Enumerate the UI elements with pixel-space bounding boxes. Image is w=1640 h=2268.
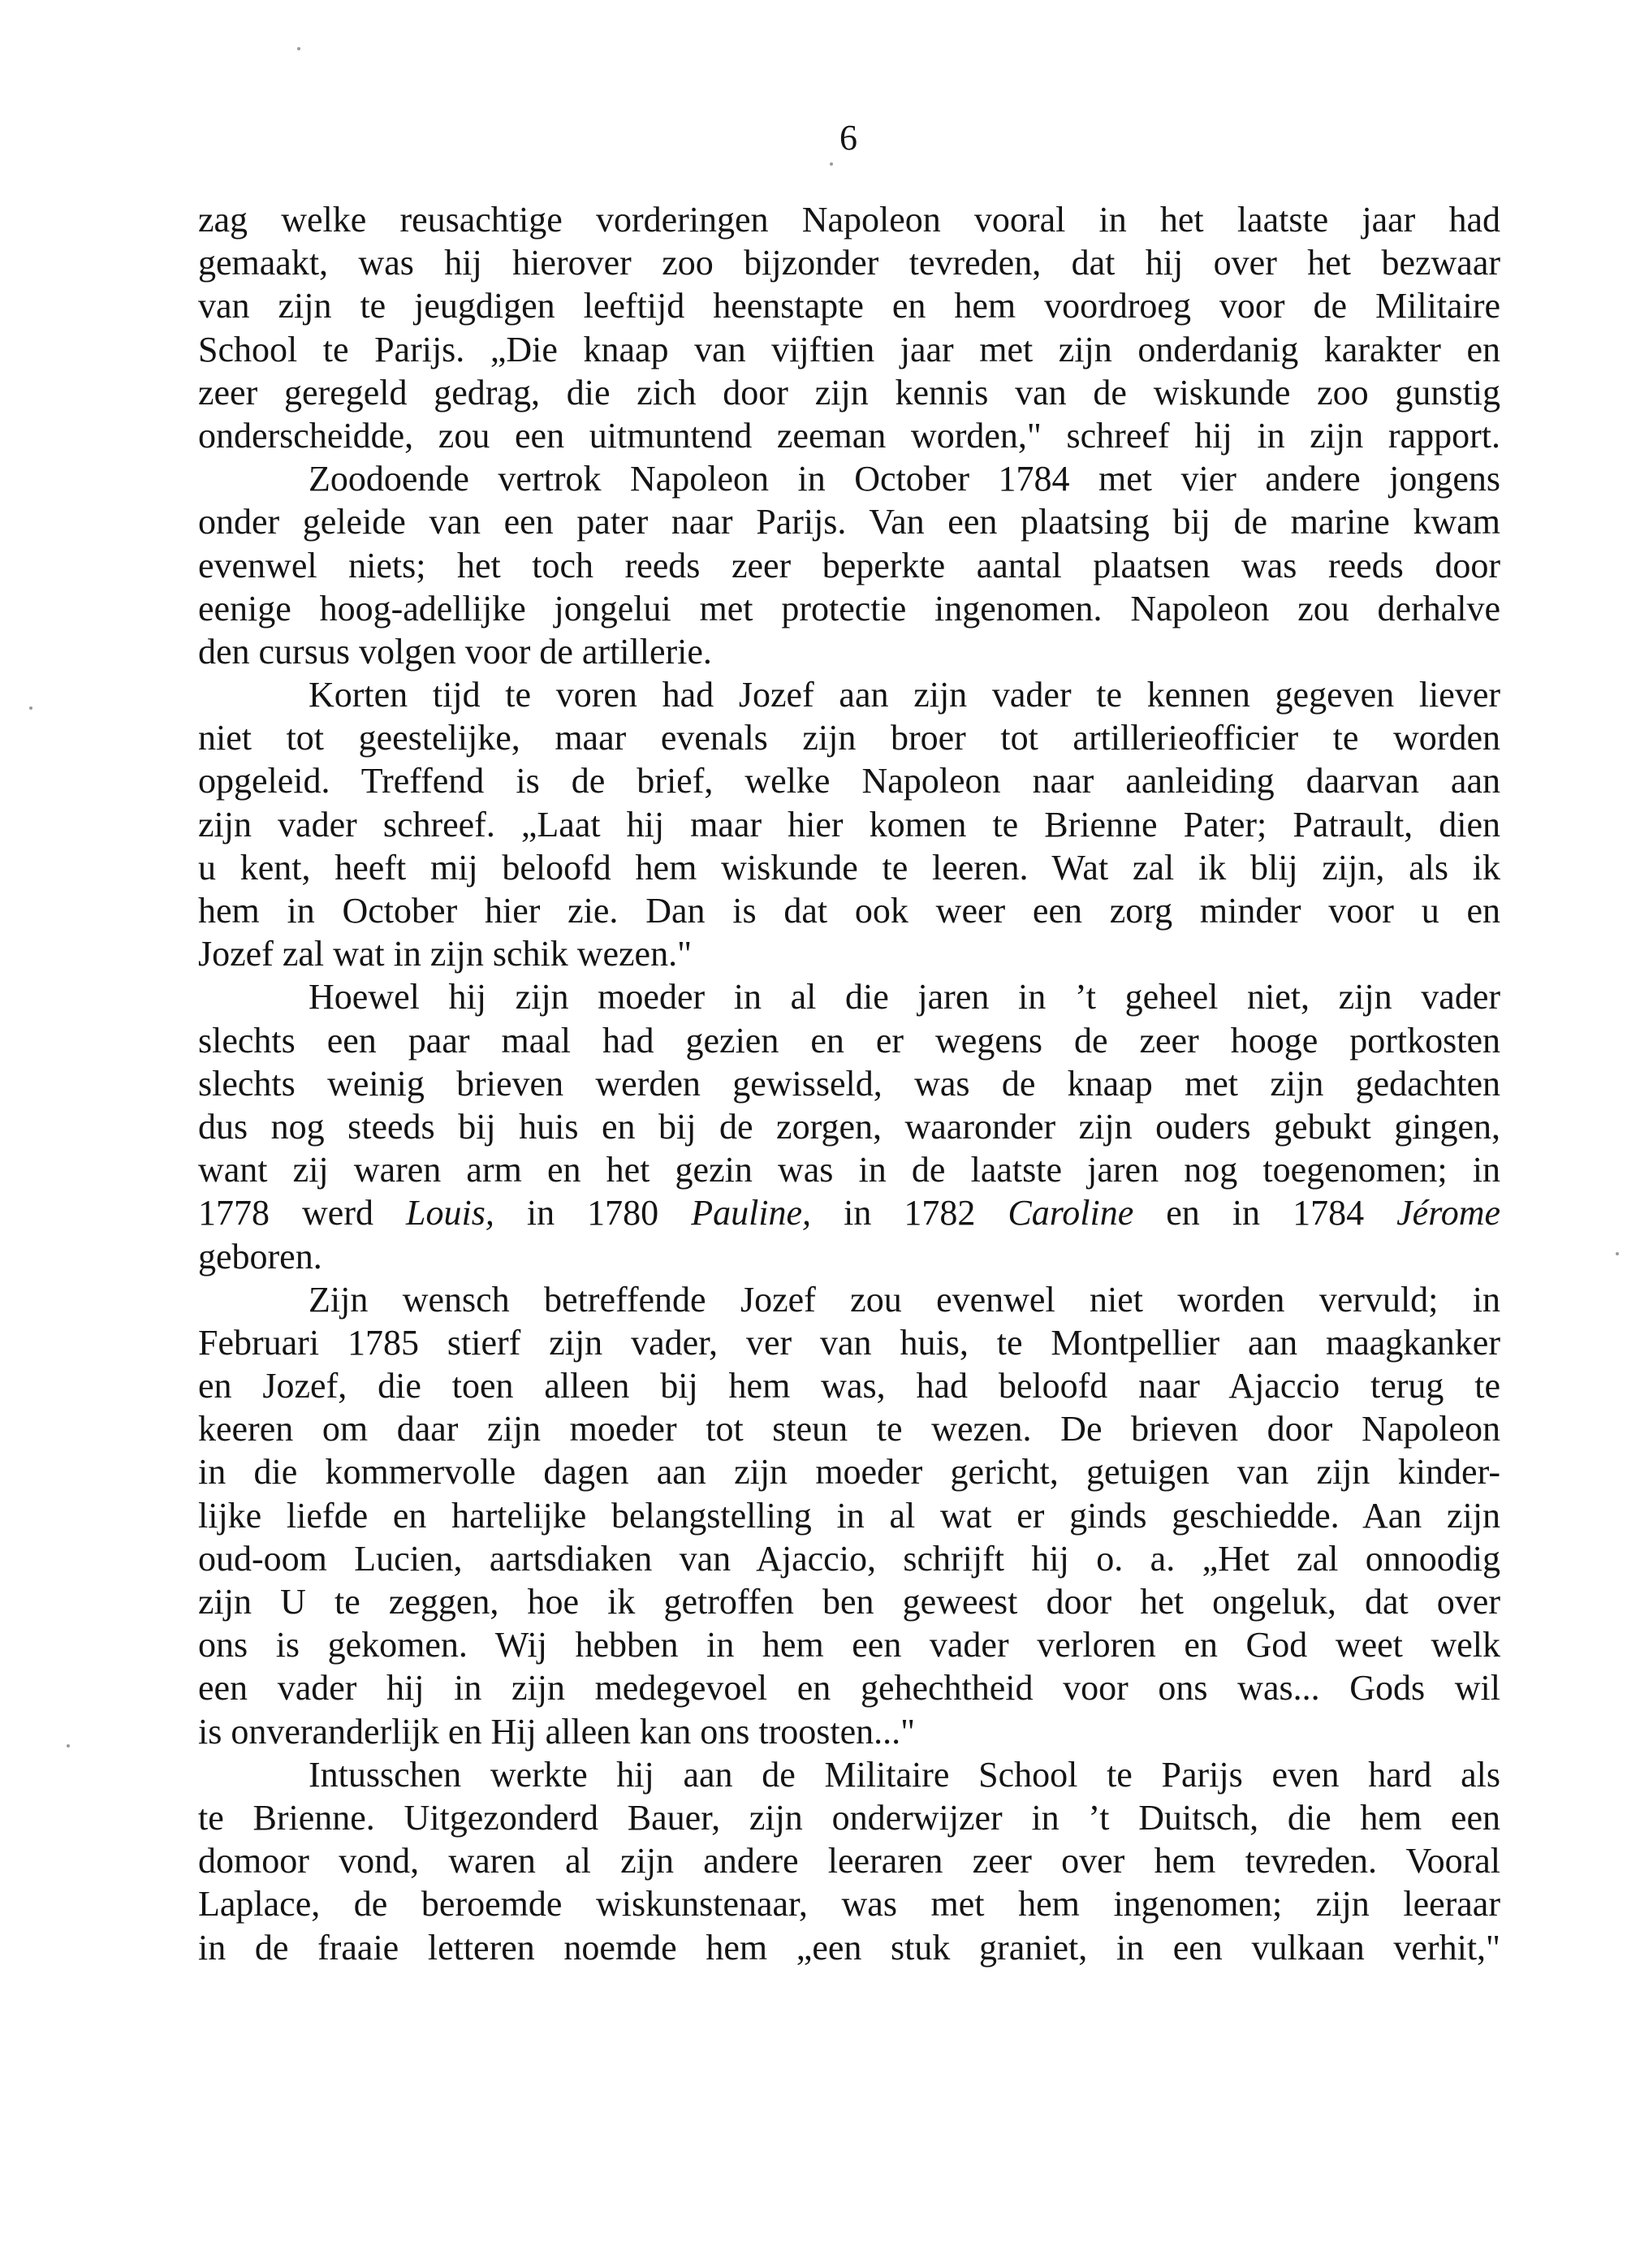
text-segment: gemaakt, was hij hierover zoo bijzonder tevreden, dat hij over het bezwaar: [198, 243, 1500, 283]
scan-speck: [830, 162, 833, 166]
text-line: [198, 932, 1500, 975]
text-segment: Hoewel hij zijn moeder in al die jaren in ’t geheel niet, zijn vader: [309, 977, 1500, 1017]
text-segment: zeer geregeld gedrag, die zich door zijn kennis van de wiskunde zoo gunstig: [198, 372, 1500, 413]
text-line: [198, 414, 1500, 457]
text-segment: eenige hoog-adellijke jongelui met protectie ingenomen. Napoleon zou derhalve: [198, 588, 1500, 629]
text-line: [198, 500, 1500, 543]
text-segment: onder geleide van een pater naar Parijs. Van een plaatsing bij de marine kwam: [198, 502, 1500, 542]
text-segment: Zoodoende vertrok Napoleon in October 1784 met vier andere jongens: [309, 459, 1500, 499]
text-line: [198, 1623, 1500, 1666]
text-line: [198, 975, 1500, 1018]
text-segment: oud-oom Lucien, aartsdiaken van Ajaccio, schrijft hij o. a. „Het zal onnoodig: [198, 1538, 1500, 1579]
text-segment: en in 1784: [1133, 1193, 1397, 1233]
text-segment: Zijn wensch betreffende Jozef zou evenwel niet worden vervuld; in: [309, 1279, 1500, 1320]
scan-speck: [297, 47, 300, 50]
text-segment: onderscheidde, zou een uitmuntend zeeman worden," schreef hij in zijn rapport.: [198, 415, 1500, 456]
scan-speck: [67, 1744, 70, 1747]
text-segment: School te Parijs. „Die knaap van vijftien jaar met zijn onderdanig karakter en: [198, 329, 1500, 369]
italic-name: Caroline: [1008, 1193, 1134, 1233]
text-line: [198, 328, 1500, 371]
text-line: [198, 1753, 1500, 1796]
page-number: 6: [839, 118, 857, 158]
body-text: [198, 198, 1500, 1969]
text-segment: u kent, heeft mij beloofd hem wiskunde te leeren. Wat zal ik blij zijn, als ik: [198, 847, 1500, 888]
text-line: [198, 457, 1500, 500]
text-segment: den cursus volgen voor de artillerie.: [198, 631, 712, 672]
text-line: [198, 1796, 1500, 1839]
text-segment: is onveranderlijk en Hij alleen kan ons troosten...": [198, 1711, 916, 1752]
italic-name: Pauline,: [691, 1193, 812, 1233]
text-segment: in 1780: [494, 1193, 692, 1233]
text-segment: in de fraaie letteren noemde hem „een stuk graniet, in een vulkaan verhit,": [198, 1927, 1500, 1968]
text-line: [198, 1666, 1500, 1709]
text-line: [198, 1407, 1500, 1450]
text-line: [198, 1710, 1500, 1753]
text-segment: Februari 1785 stierf zijn vader, ver van huis, te Montpellier aan maagkanker: [198, 1322, 1500, 1363]
text-segment: in 1782: [811, 1193, 1008, 1233]
text-segment: lijke liefde en hartelijke belangstelling in al wat er ginds geschiedde. Aan zijn: [198, 1495, 1500, 1536]
text-segment: Korten tijd te voren had Jozef aan zijn vader te kennen gegeven liever: [309, 675, 1500, 715]
text-line: [198, 1321, 1500, 1364]
scan-speck: [29, 706, 32, 710]
text-segment: Intusschen werkte hij aan de Militaire School te Parijs even hard als: [309, 1754, 1500, 1795]
text-segment: zijn U te zeggen, hoe ik getroffen ben geweest door het ongeluk, dat over: [198, 1582, 1500, 1622]
text-line: [198, 1105, 1500, 1148]
text-line: [198, 846, 1500, 889]
text-line: [198, 587, 1500, 630]
text-line: [198, 1580, 1500, 1623]
text-segment: evenwel niets; het toch reeds zeer beperkte aantal plaatsen was reeds door: [198, 545, 1500, 585]
text-line: [198, 544, 1500, 587]
text-line: [198, 1235, 1500, 1278]
text-segment: opgeleid. Treffend is de brief, welke Napoleon naar aanleiding daarvan aan: [198, 761, 1500, 801]
text-segment: ons is gekomen. Wij hebben in hem een vader verloren en God weet welk: [198, 1625, 1500, 1665]
text-segment: Jozef zal wat in zijn schik wezen.": [198, 934, 693, 974]
text-line: [198, 1148, 1500, 1191]
text-line: [198, 1191, 1500, 1234]
text-segment: en Jozef, die toen alleen bij hem was, had beloofd naar Ajaccio terug te: [198, 1366, 1500, 1406]
text-line: [198, 1537, 1500, 1580]
text-line: [198, 759, 1500, 802]
text-segment: hem in October hier zie. Dan is dat ook weer een zorg minder voor u en: [198, 891, 1500, 931]
text-segment: 1778 werd: [198, 1193, 407, 1233]
italic-name: Jérome: [1396, 1193, 1500, 1233]
text-segment: dus nog steeds bij huis en bij de zorgen, waaronder zijn ouders gebukt gingen,: [198, 1106, 1500, 1147]
text-line: [198, 1062, 1500, 1105]
text-line: [198, 371, 1500, 414]
text-segment: van zijn te jeugdigen leeftijd heenstapte en hem voordroeg voor de Militaire: [198, 286, 1500, 326]
text-segment: Laplace, de beroemde wiskunstenaar, was met hem ingenomen; zijn leeraar: [198, 1884, 1500, 1925]
text-line: [198, 198, 1500, 241]
text-line: [198, 889, 1500, 932]
text-line: [198, 241, 1500, 284]
text-segment: te Brienne. Uitgezonderd Bauer, zijn onderwijzer in ’t Duitsch, die hem een: [198, 1797, 1500, 1838]
text-segment: domoor vond, waren al zijn andere leeraren zeer over hem tevreden. Vooral: [198, 1841, 1500, 1881]
text-line: [198, 630, 1500, 673]
text-segment: want zij waren arm en het gezin was in de laatste jaren nog toegenomen; in: [198, 1150, 1500, 1190]
text-line: [198, 284, 1500, 327]
text-segment: slechts weinig brieven werden gewisseld, was de knaap met zijn gedachten: [198, 1063, 1500, 1104]
text-line: [198, 1019, 1500, 1062]
scan-speck: [1616, 1252, 1619, 1255]
text-line: [198, 803, 1500, 846]
text-line: [198, 1926, 1500, 1969]
text-line: [198, 1494, 1500, 1537]
text-line: [198, 1450, 1500, 1493]
text-segment: niet tot geestelijke, maar evenals zijn broer tot artillerieofficier te worden: [198, 718, 1500, 758]
text-line: [198, 1882, 1500, 1925]
italic-name: Louis,: [406, 1193, 494, 1233]
text-line: [198, 716, 1500, 759]
text-line: [198, 673, 1500, 716]
text-segment: keeren om daar zijn moeder tot steun te wezen. De brieven door Napoleon: [198, 1409, 1500, 1449]
text-line: [198, 1839, 1500, 1882]
text-segment: zijn vader schreef. „Laat hij maar hier komen te Brienne Pater; Patrault, dien: [198, 804, 1500, 845]
text-segment: zag welke reusachtige vorderingen Napoleon vooral in het laatste jaar had: [198, 200, 1500, 240]
text-line: [198, 1364, 1500, 1407]
text-segment: een vader hij in zijn medegevoel en gehechtheid voor ons was... Gods wil: [198, 1668, 1500, 1709]
text-segment: in die kommervolle dagen aan zijn moeder gericht, getuigen van zijn kinder-: [198, 1452, 1500, 1493]
text-segment: slechts een paar maal had gezien en er wegens de zeer hooge portkosten: [198, 1020, 1500, 1061]
text-line: [198, 1278, 1500, 1321]
text-segment: geboren.: [198, 1236, 322, 1277]
